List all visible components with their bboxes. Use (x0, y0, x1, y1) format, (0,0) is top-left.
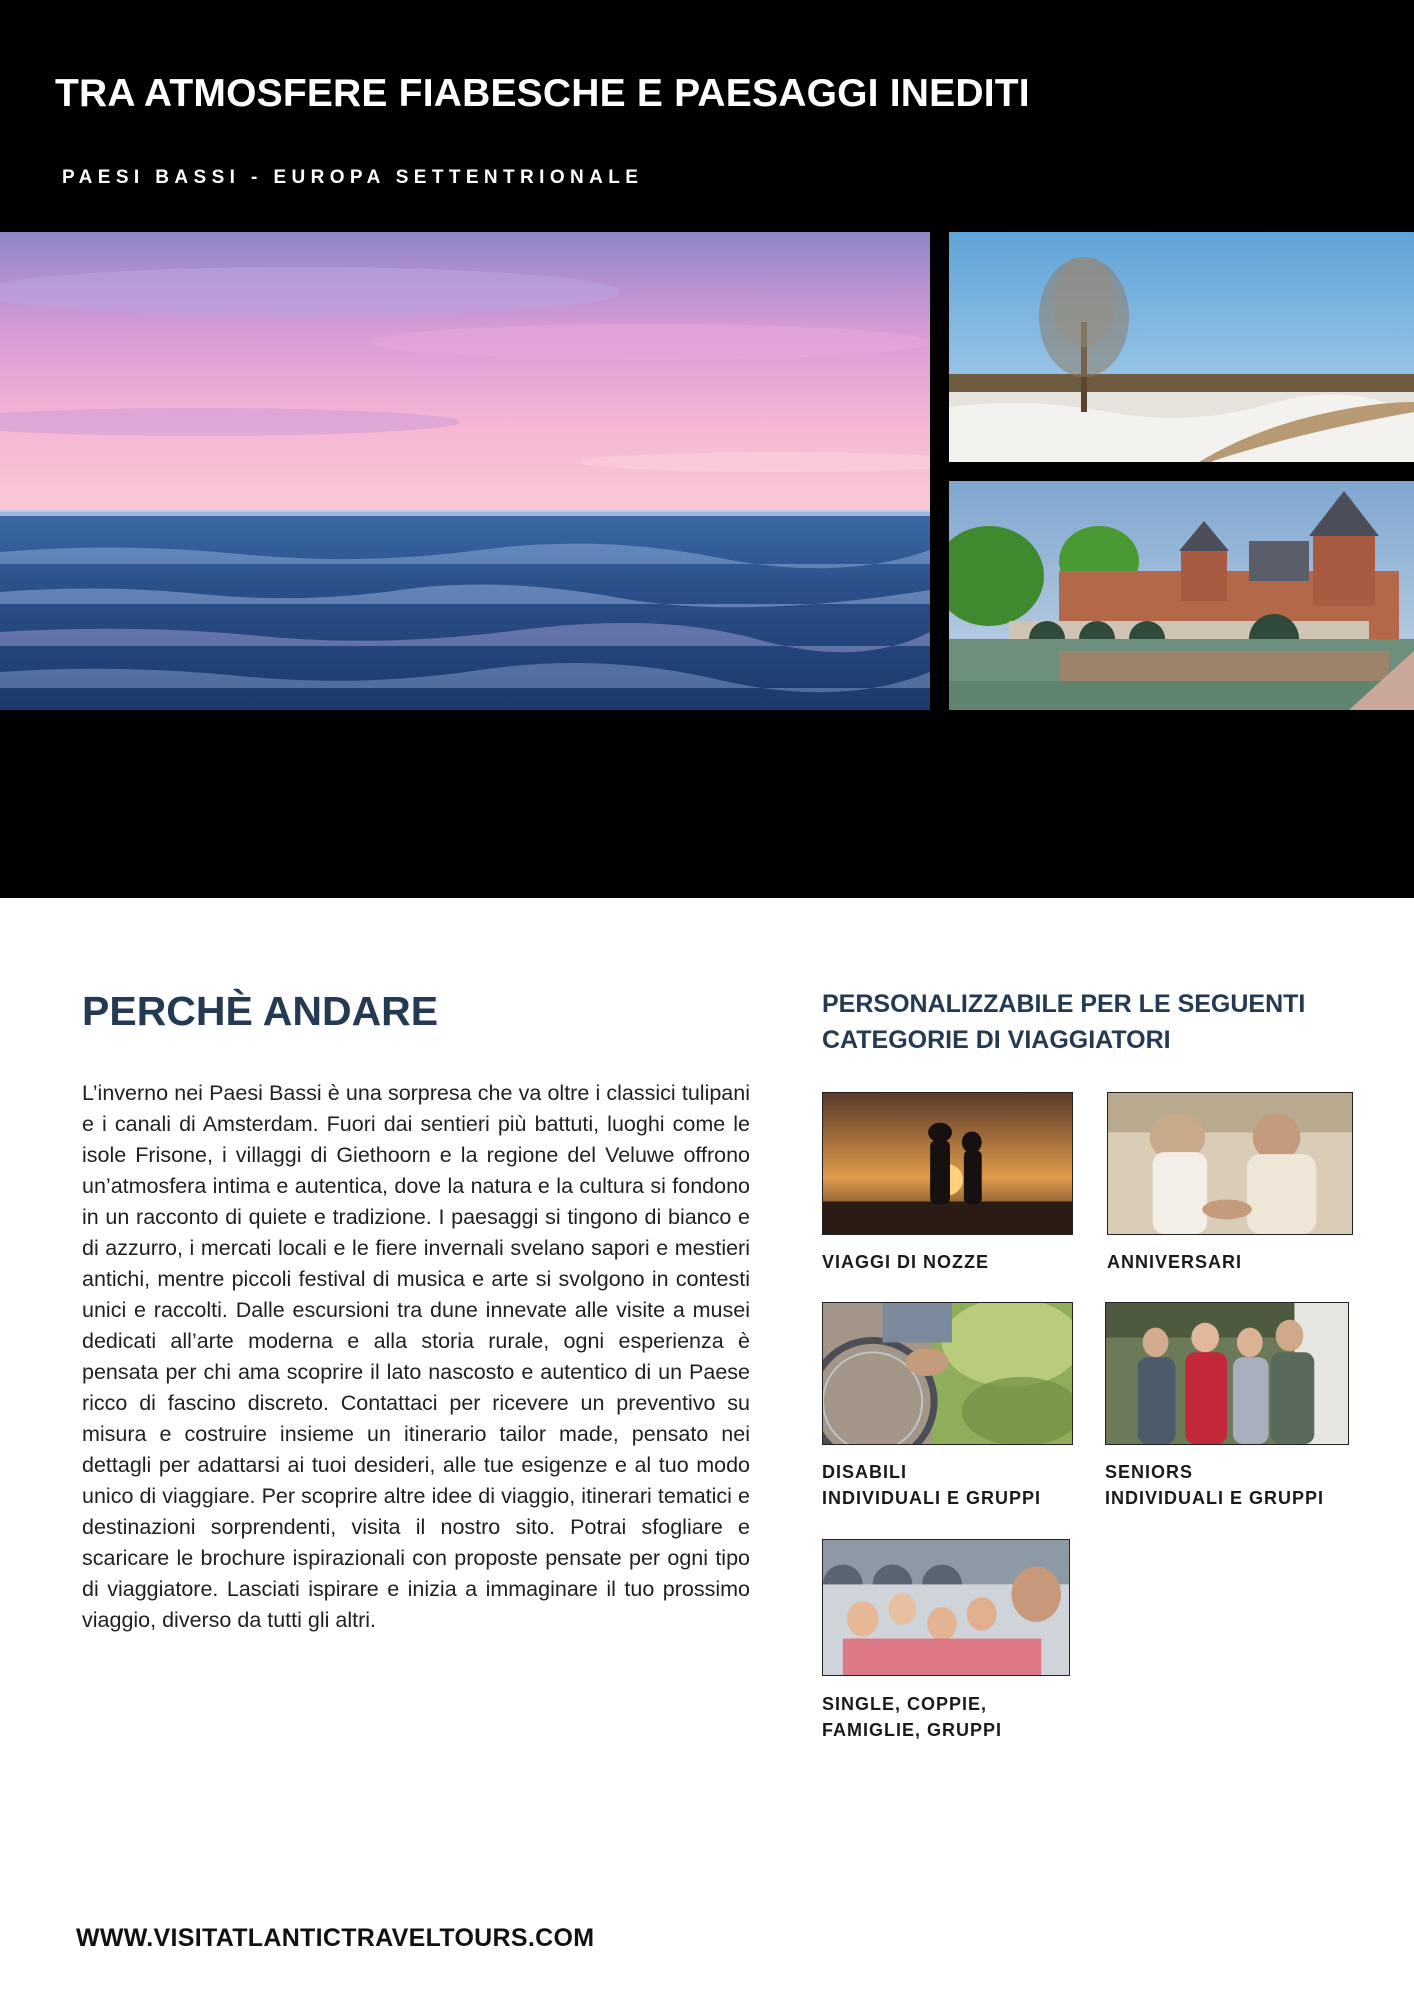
family-selfie-photo (822, 1539, 1070, 1676)
website-link[interactable]: WWW.VISITATLANTICTRAVELTOURS.COM (76, 1924, 595, 1952)
category-label (1107, 1249, 1242, 1275)
category-label-line1: SENIORS (1105, 1462, 1194, 1482)
category-label (822, 1459, 1041, 1511)
category-label-line2: INDIVIDUALI E GRUPPI (822, 1488, 1042, 1508)
category-label-line2: INDIVIDUALI E GRUPPI (1105, 1488, 1325, 1508)
category-label (822, 1249, 989, 1275)
why-go-body: L’inverno nei Paesi Bassi è una sorpresa che va oltre i classici tulipani e i canali di Amsterdam. Fuori dai sentieri più battuti, luoghi come le isole Frisone, i villaggi di Giethoorn e la regione del Veluwe offrono un’atmosfera intima e autentica, dove la natura e la cultura si fondono in un racconto di quiete e tradizione. I paesaggi si tingono di bianco e di azzurro, i mercati locali e le fiere invernali svelano sapori e mestieri antichi, mentre piccoli festival di musica e arte si svolgono in contesti unici e raccolti. Dalle escursioni tra dune innevate alle visite a musei dedicati all’arte moderna e alla storia rurale, ogni esperienza è pensata per chi ama scoprire il lato nascosto e autentico di un Paese ricco di fascino discreto. Contattaci per ricevere un preventivo su misura e costruire insieme un itinerario tailor made, pensato nei dettagli per adattarsi ai tuoi desideri, alle tue esigenze e al tuo modo unico di viaggiare. Per scoprire altre idee di viaggio, itinerari tematici e destinazioni sorprendenti, visita il nostro sito. Potrai sfogliare e scaricare le brochure ispirazionali con proposte pensate per ogni tipo di viaggiatore. Lasciati ispirare e inizia a immaginare il tuo prossimo viaggio, diverso da tutti gli altri. (82, 1081, 750, 1632)
seniors-photo (1105, 1302, 1349, 1445)
sunset-sea-photo (0, 232, 930, 710)
category-label (822, 1691, 1002, 1743)
category-label-line2: FAMIGLIE, GRUPPI (822, 1720, 1003, 1740)
categories-heading: PERSONALIZZABILE PER LE SEGUENTI CATEGORIE DI VIAGGIATORI (822, 990, 1306, 1054)
honeymoon-photo (822, 1092, 1073, 1235)
snowy-heath-tree-photo (949, 232, 1414, 462)
accessible-travel-photo (822, 1302, 1073, 1445)
category-label-line1: SINGLE, COPPIE, (822, 1694, 988, 1714)
why-go-title: PERCHÈ ANDARE (82, 988, 439, 1034)
category-label-line1: ANNIVERSARI (1107, 1252, 1243, 1272)
hero-subtitle: PAESI BASSI - EUROPA SETTENTRIONALE (62, 167, 644, 188)
category-label-line1: DISABILI (822, 1462, 908, 1482)
hero-banner (0, 0, 1414, 898)
category-label (1105, 1459, 1324, 1511)
castle-gate-photo (949, 481, 1414, 710)
category-label-line1: VIAGGI DI NOZZE (822, 1252, 990, 1272)
hero-title: TRA ATMOSFERE FIABESCHE E PAESAGGI INEDITI (55, 72, 1030, 115)
anniversary-photo (1107, 1092, 1353, 1235)
